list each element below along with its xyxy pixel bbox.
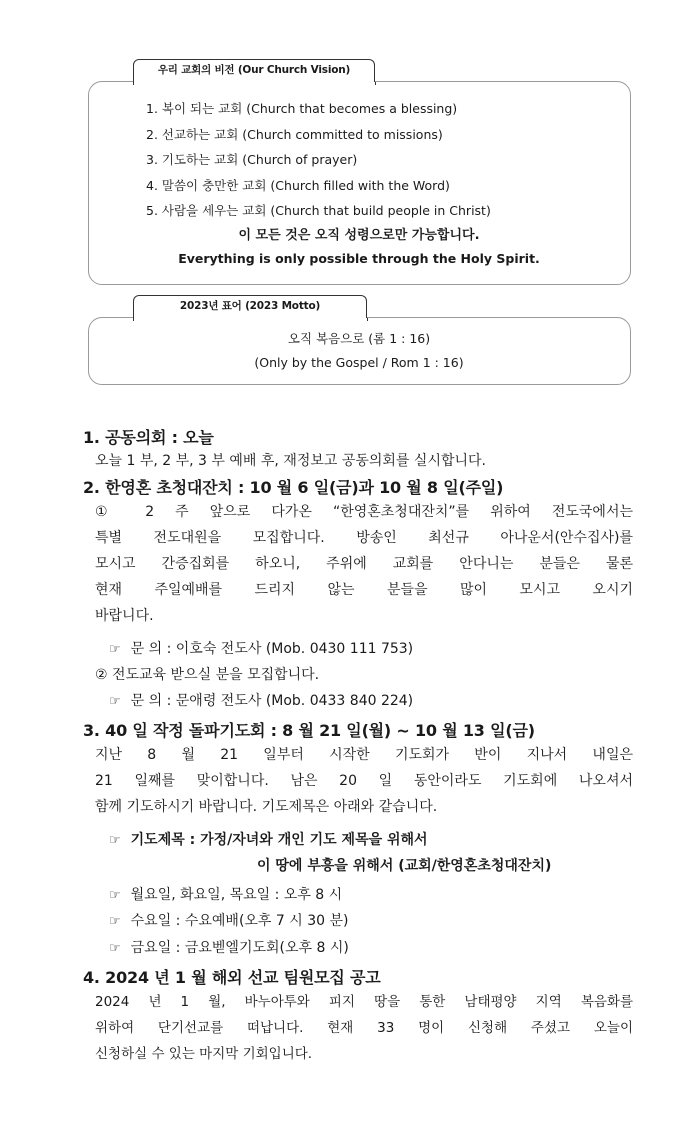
schedule-line [109, 884, 342, 904]
list-item: 4. 말씀이 충만한 교회 (Church filled with the Word) [146, 177, 450, 193]
paragraph-line: 21 일째를 맞이합니다. 남은 20 일 동안이라도 기도회에 나오셔서 [95, 773, 633, 789]
vision-footer-en: Everything is only possible through the Holy Spirit. [178, 251, 540, 266]
vision-footer-ko: 이 모든 것은 오직 성령으로만 가능합니다. [238, 228, 480, 243]
contact-text: 문 의 : 문애령 전도사 (Mob. 0433 840 224) [130, 693, 414, 709]
schedule-line [109, 910, 348, 930]
section-title: 1. 공동의회 : 오늘 [83, 428, 214, 447]
schedule-text: 수요일 : 수요예배(오후 7 시 30 분) [130, 913, 349, 929]
motto-box [88, 317, 631, 385]
paragraph-line: 위하여 단기선교를 떠납니다. 현재 33 명이 신청해 주셨고 오늘이 [95, 1020, 633, 1036]
list-item: 2. 선교하는 교회 (Church committed to missions) [146, 126, 443, 142]
section-title: 4. 2024 년 1 월 해외 선교 팀원모집 공고 [83, 968, 381, 987]
paragraph-line: ① 2 주 앞으로 다가온 “한영혼초청대잔치”를 위하여 전도국에서는 [95, 504, 633, 520]
list-item: ② 전도교육 받으실 분을 모집합니다. [95, 667, 320, 683]
paragraph-line: 바랍니다. [95, 608, 154, 624]
contact-line [109, 638, 413, 658]
list-item: 3. 기도하는 교회 (Church of prayer) [146, 152, 358, 168]
motto-tab: 2023년 표어 (2023 Motto) [133, 295, 367, 318]
section-title: 3. 40 일 작정 돌파기도회 : 8 월 21 일(월) ~ 10 월 13 일(금) [83, 721, 535, 740]
contact-text: 문 의 : 이호숙 전도사 (Mob. 0430 111 753) [130, 641, 414, 657]
section-body: 오늘 1 부, 2 부, 3 부 예배 후, 재정보고 공동의회를 실시합니다. [95, 453, 487, 469]
pointing-hand-icon: ☞ [109, 694, 121, 709]
paragraph-line: 신청하실 수 있는 마지막 기회입니다. [95, 1046, 313, 1062]
schedule-line [109, 937, 349, 957]
schedule-text: 월요일, 화요일, 목요일 : 오후 8 시 [130, 887, 343, 903]
pointing-hand-icon: ☞ [109, 833, 121, 848]
contact-line [109, 690, 413, 710]
pointing-hand-icon: ☞ [109, 914, 121, 929]
list-item: 5. 사람을 세우는 교회 (Church that build people in Christ) [146, 203, 491, 219]
paragraph-line: 지난 8 월 21 일부터 시작한 기도회가 반이 지나서 내일은 [95, 747, 633, 763]
pointing-hand-icon: ☞ [109, 642, 121, 657]
prayer-title-text: 기도제목 : 가정/자녀와 개인 기도 제목을 위해서 [130, 832, 428, 848]
motto-line-en: (Only by the Gospel / Rom 1 : 16) [254, 355, 464, 370]
vision-tab: 우리 교회의 비전 (Our Church Vision) [133, 59, 375, 82]
list-item: 1. 복이 되는 교회 (Church that becomes a blessing) [146, 101, 458, 116]
vision-list [146, 96, 491, 224]
schedule-text: 금요일 : 금요벧엘기도회(오후 8 시) [130, 940, 349, 956]
pointing-hand-icon: ☞ [109, 888, 121, 903]
motto-line-ko: 오직 복음으로 (롬 1 : 16) [287, 331, 431, 346]
paragraph-line: 함께 기도하시기 바랍니다. 기도제목은 아래와 같습니다. [95, 799, 438, 815]
paragraph-line: 특별 전도대원을 모집합니다. 방송인 최선규 아나운서(안수집사)를 [95, 530, 633, 546]
prayer-title-cont: 이 땅에 부흥을 위해서 (교회/한영혼초청대잔치) [257, 858, 552, 874]
pointing-hand-icon: ☞ [109, 941, 121, 956]
section-title: 2. 한영혼 초청대잔치 : 10 월 6 일(금)과 10 월 8 일(주일) [83, 478, 504, 497]
paragraph-line: 현재 주일예배를 드리지 않는 분들을 많이 모시고 오시기 [95, 582, 633, 598]
paragraph-line: 2024 년 1 월, 바누아투와 피지 땅을 통한 남태평양 지역 복음화를 [95, 994, 633, 1010]
paragraph-line: 모시고 간증집회를 하오니, 주위에 교회를 안다니는 분들은 물론 [95, 556, 633, 572]
prayer-title [109, 829, 428, 849]
